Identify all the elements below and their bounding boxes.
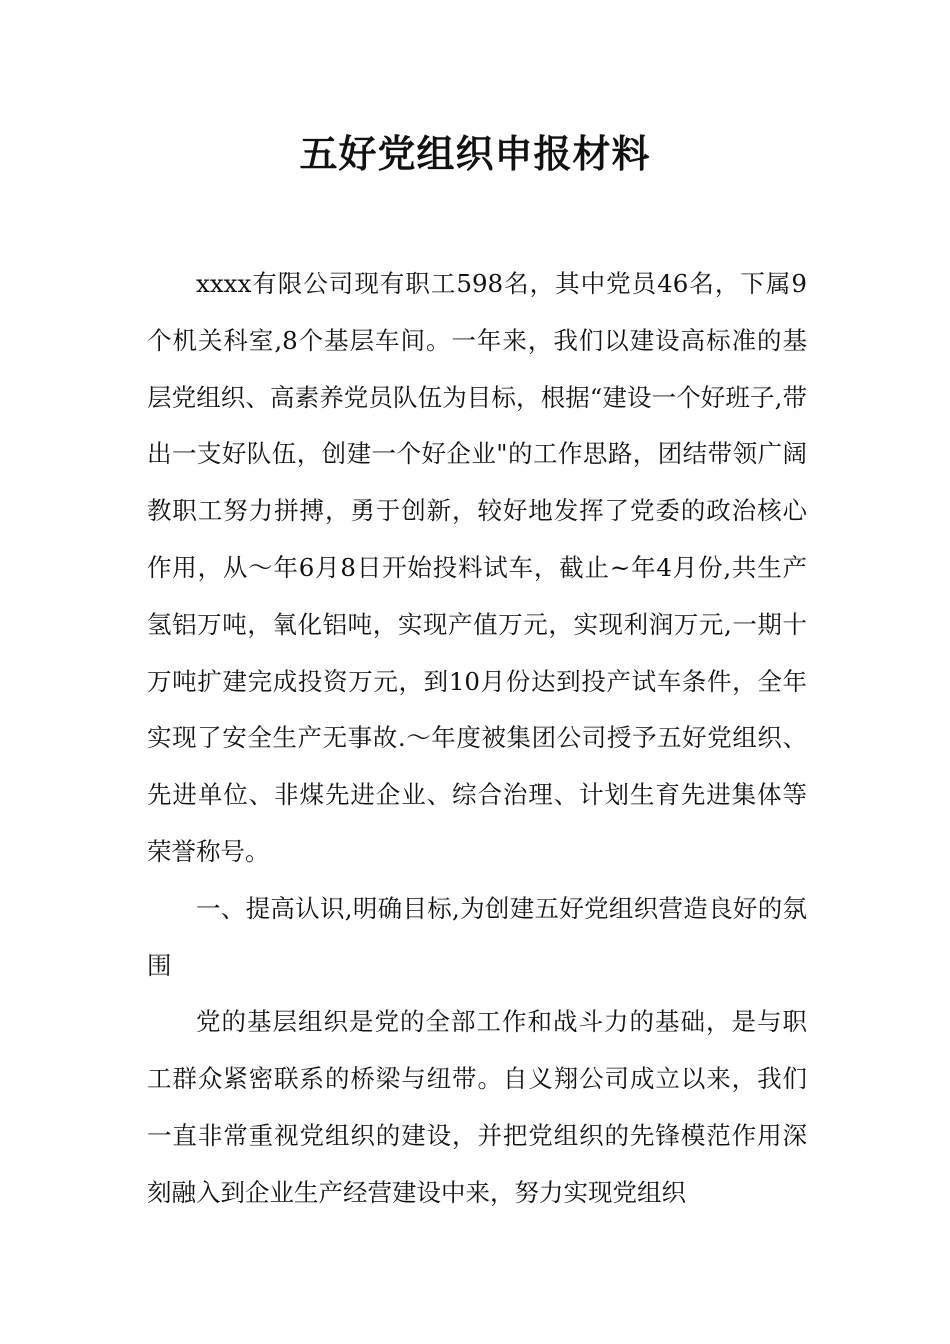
paragraph-section-heading-1: 一、提高认识,明确目标,为创建五好党组织营造良好的氛围 xyxy=(147,893,807,980)
document-body xyxy=(147,256,807,1222)
paragraph-intro: xxxx有限公司现有职工598名，其中党员46名，下属9个机关科室,8个基层车间。一年来，我们以建设高标准的基层党组织、高素养党员队伍为目标，根据“建设一个好班子,带出一支好队伍，创建一个好企业"的工作思路，团结带领广阔教职工努力拼搏，勇于创新，较好地发挥了党委的政治核心作用，从～年6月8日开始投料试车，截止~年4月份,共生产氢铝万吨，氧化铝吨，实现产值万元，实现利润万元,一期十万吨扩建完成投资万元，到10月份达到投产试车条件，全年实现了安全生产无事故.～年度被集团公司授予五好党组织、先进单位、非煤先进企业、综合治理、计划生育先进集体等荣誉称号。 xyxy=(147,269,807,866)
paragraph-section-1-body: 党的基层组织是党的全部工作和战斗力的基础，是与职工群众紧密联系的桥梁与纽带。自义翔公司成立以来，我们一直非常重视党组织的建设，并把党组织的先锋模范作用深刻融入到企业生产经营建设中来，努力实现党组织 xyxy=(147,1007,807,1207)
document-title: 五好党组织申报材料 xyxy=(299,131,651,176)
